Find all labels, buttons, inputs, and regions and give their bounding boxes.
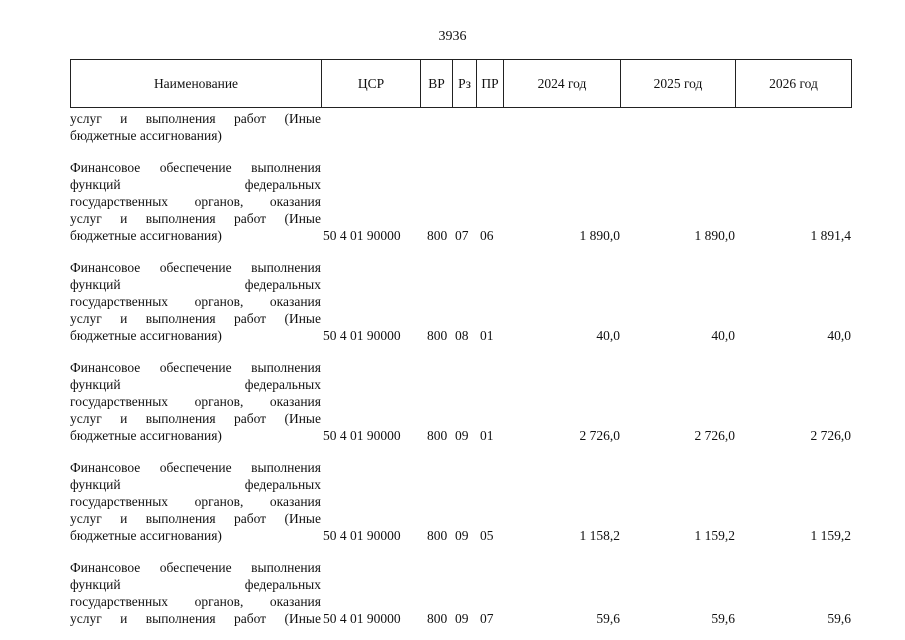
header-year-2026: 2026 год (769, 75, 818, 91)
row-name (70, 110, 321, 144)
row-rz: 09 (455, 428, 469, 443)
name-line: государственных органов, оказания (70, 394, 321, 409)
row-name (70, 359, 321, 444)
name-line: функций федеральных (70, 177, 321, 192)
name-line: услуг и выполнения работ (Иные (70, 211, 321, 226)
row-value-2024: 1 158,2 (579, 528, 620, 543)
name-line: услуг и выполнения работ (Иные (70, 111, 321, 126)
row-pr: 06 (480, 228, 494, 243)
row-vr: 800 (427, 328, 448, 343)
row-vr: 800 (427, 528, 448, 543)
row-pr: 05 (480, 528, 494, 543)
name-line: бюджетные ассигнования) (70, 128, 222, 143)
row-value-2026: 1 159,2 (810, 528, 851, 543)
row-value-2025: 1 890,0 (694, 228, 735, 243)
row-csr: 50 4 01 90000 (323, 228, 401, 243)
name-line: бюджетные ассигнования) (70, 528, 222, 543)
header-year-2024: 2024 год (504, 60, 621, 107)
table-row (70, 159, 852, 244)
row-vr: 800 (427, 611, 448, 626)
row-name (70, 559, 321, 627)
row-name (70, 259, 321, 344)
row-value-2025: 2 726,0 (694, 428, 735, 443)
header-pr: ПР (477, 60, 504, 107)
row-name (70, 459, 321, 544)
budget-table (70, 59, 852, 627)
row-value-2025: 1 159,2 (694, 528, 735, 543)
name-line: функций федеральных (70, 277, 321, 292)
row-csr: 50 4 01 90000 (323, 428, 401, 443)
table-row (70, 559, 852, 627)
name-line: услуг и выполнения работ (Иные (70, 511, 321, 526)
continuation-row (70, 110, 852, 144)
name-line: Финансовое обеспечение выполнения (70, 460, 321, 475)
row-value-2026: 1 891,4 (810, 228, 851, 243)
name-line: бюджетные ассигнования) (70, 428, 222, 443)
table-row (70, 359, 852, 444)
name-line: государственных органов, оказания (70, 294, 321, 309)
name-line: государственных органов, оказания (70, 494, 321, 509)
row-value-2025: 40,0 (711, 328, 735, 343)
name-line: функций федеральных (70, 477, 321, 492)
table-row (70, 259, 852, 344)
name-line: бюджетные ассигнования) (70, 328, 222, 343)
row-value-2026: 2 726,0 (810, 428, 851, 443)
row-rz: 09 (455, 611, 469, 626)
name-line: Финансовое обеспечение выполнения (70, 560, 321, 575)
row-rz: 09 (455, 528, 469, 543)
row-pr: 01 (480, 428, 494, 443)
header-rz: Рз (453, 60, 477, 107)
name-line: государственных органов, оказания (70, 194, 321, 209)
row-rz: 08 (455, 328, 469, 343)
row-name (70, 159, 321, 244)
row-csr: 50 4 01 90000 (323, 528, 401, 543)
name-line: бюджетные ассигнования) (70, 228, 222, 243)
name-line: услуг и выполнения работ (Иные (70, 311, 321, 326)
row-rz: 07 (455, 228, 469, 243)
row-value-2026: 40,0 (827, 328, 851, 343)
row-pr: 07 (480, 611, 494, 626)
row-csr: 50 4 01 90000 (323, 611, 401, 626)
row-value-2024: 40,0 (596, 328, 620, 343)
name-line: Финансовое обеспечение выполнения (70, 360, 321, 375)
row-pr: 01 (480, 328, 494, 343)
header-name: Наименование (71, 60, 322, 107)
table-header (70, 59, 852, 108)
name-line: услуг и выполнения работ (Иные (70, 611, 321, 626)
row-value-2025: 59,6 (711, 611, 735, 626)
name-line: услуг и выполнения работ (Иные (70, 411, 321, 426)
table-row (70, 459, 852, 544)
row-vr: 800 (427, 428, 448, 443)
row-value-2024: 1 890,0 (579, 228, 620, 243)
table-body (70, 159, 852, 627)
row-vr: 800 (427, 228, 448, 243)
name-line: государственных органов, оказания (70, 594, 321, 609)
row-value-2024: 2 726,0 (579, 428, 620, 443)
row-value-2026: 59,6 (827, 611, 851, 626)
header-year-2025: 2025 год (621, 60, 736, 107)
name-line: функций федеральных (70, 577, 321, 592)
page-number: 3936 (438, 29, 467, 44)
header-csr: ЦСР (322, 60, 421, 107)
name-line: Финансовое обеспечение выполнения (70, 260, 321, 275)
name-line: Финансовое обеспечение выполнения (70, 160, 321, 175)
header-vr: ВР (421, 60, 453, 107)
name-line: функций федеральных (70, 377, 321, 392)
row-csr: 50 4 01 90000 (323, 328, 401, 343)
row-value-2024: 59,6 (596, 611, 620, 626)
